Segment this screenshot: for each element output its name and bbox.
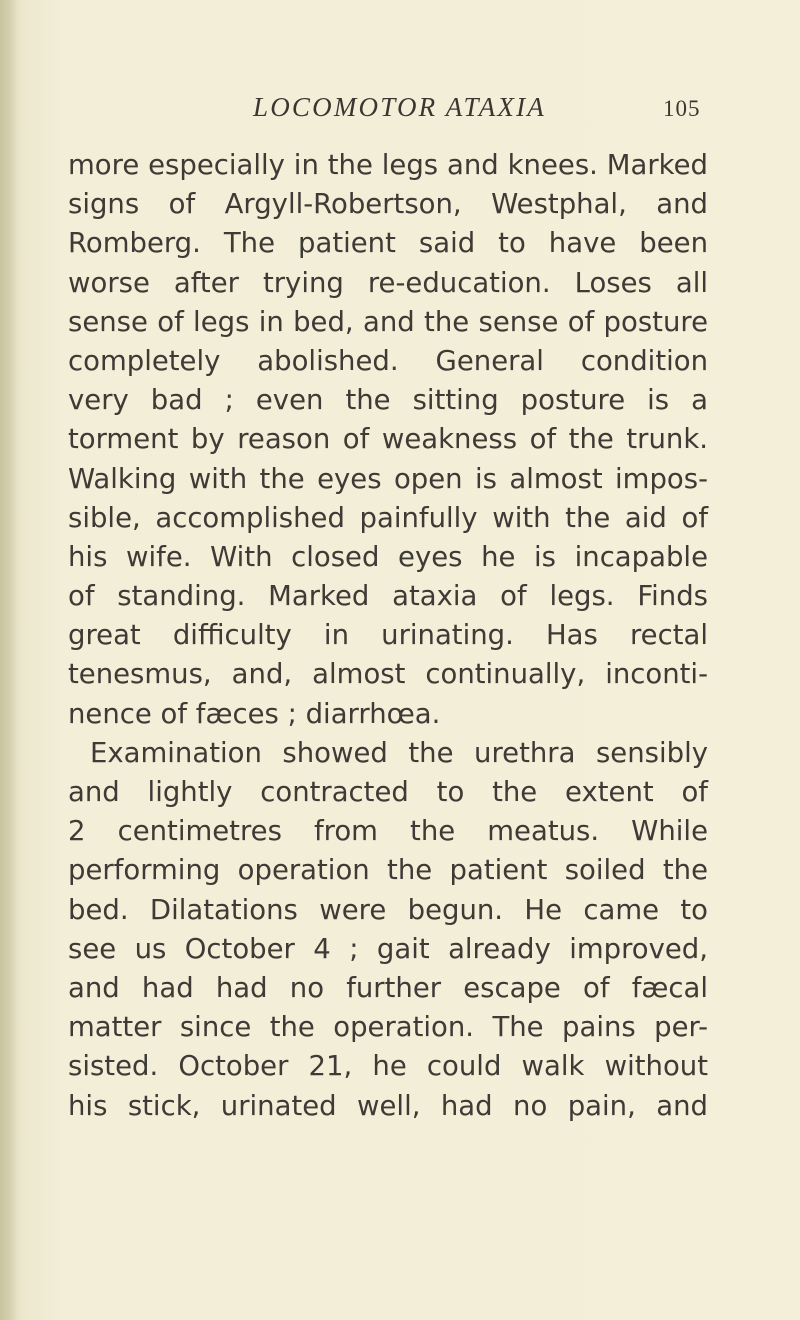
body-text [68, 146, 708, 1126]
text-line: Walking with the eyes open is almost impos- [68, 462, 708, 495]
text-line: nence of fæces ; diarrhœa. [68, 697, 441, 730]
text-line: very bad ; even the sitting posture is a [68, 384, 708, 417]
text-line: worse after trying re-education. Loses all [68, 266, 708, 299]
text-line: and lightly contracted to the extent of [68, 776, 708, 808]
text-line: sisted. October 21, he could walk without [68, 1050, 708, 1083]
text-line: sense of legs in bed, and the sense of posture [68, 305, 708, 338]
text-line: performing operation the patient soiled the [68, 854, 708, 887]
paragraph-start-line: Examination showed the urethra sensibly [90, 736, 708, 769]
page-number: 105 [663, 96, 701, 121]
text-line: see us October 4 ; gait already improved, [68, 932, 708, 965]
text-line: his stick, urinated well, had no pain, and [68, 1089, 708, 1122]
text-line: completely abolished. General condition [68, 344, 708, 377]
text-line: bed. Dilatations were begun. He came to [68, 893, 708, 926]
text-line: of standing. Marked ataxia of legs. Finds [68, 580, 708, 613]
text-line: great difficulty in urinating. Has rectal [68, 619, 708, 652]
text-line: more especially in the legs and knees. Marked [68, 149, 708, 181]
text-line: matter since the operation. The pains per- [68, 1011, 708, 1044]
text-line: his wife. With closed eyes he is incapable [68, 540, 708, 573]
page-gutter-shadow [0, 0, 18, 1320]
text-line: Romberg. The patient said to have been [68, 227, 708, 260]
text-line: torment by reason of weakness of the trunk. [68, 423, 708, 456]
text-line: tenesmus, and, almost continually, inconti- [68, 658, 708, 691]
text-line: 2 centimetres from the meatus. While [68, 815, 708, 848]
text-line: and had had no further escape of fæcal [68, 971, 708, 1004]
running-title: LOCOMOTOR ATAXIA [253, 92, 546, 122]
page-header [0, 92, 800, 132]
text-line: sible, accomplished painfully with the aid of [68, 501, 708, 534]
text-line: signs of Argyll-Robertson, Westphal, and [68, 188, 708, 221]
